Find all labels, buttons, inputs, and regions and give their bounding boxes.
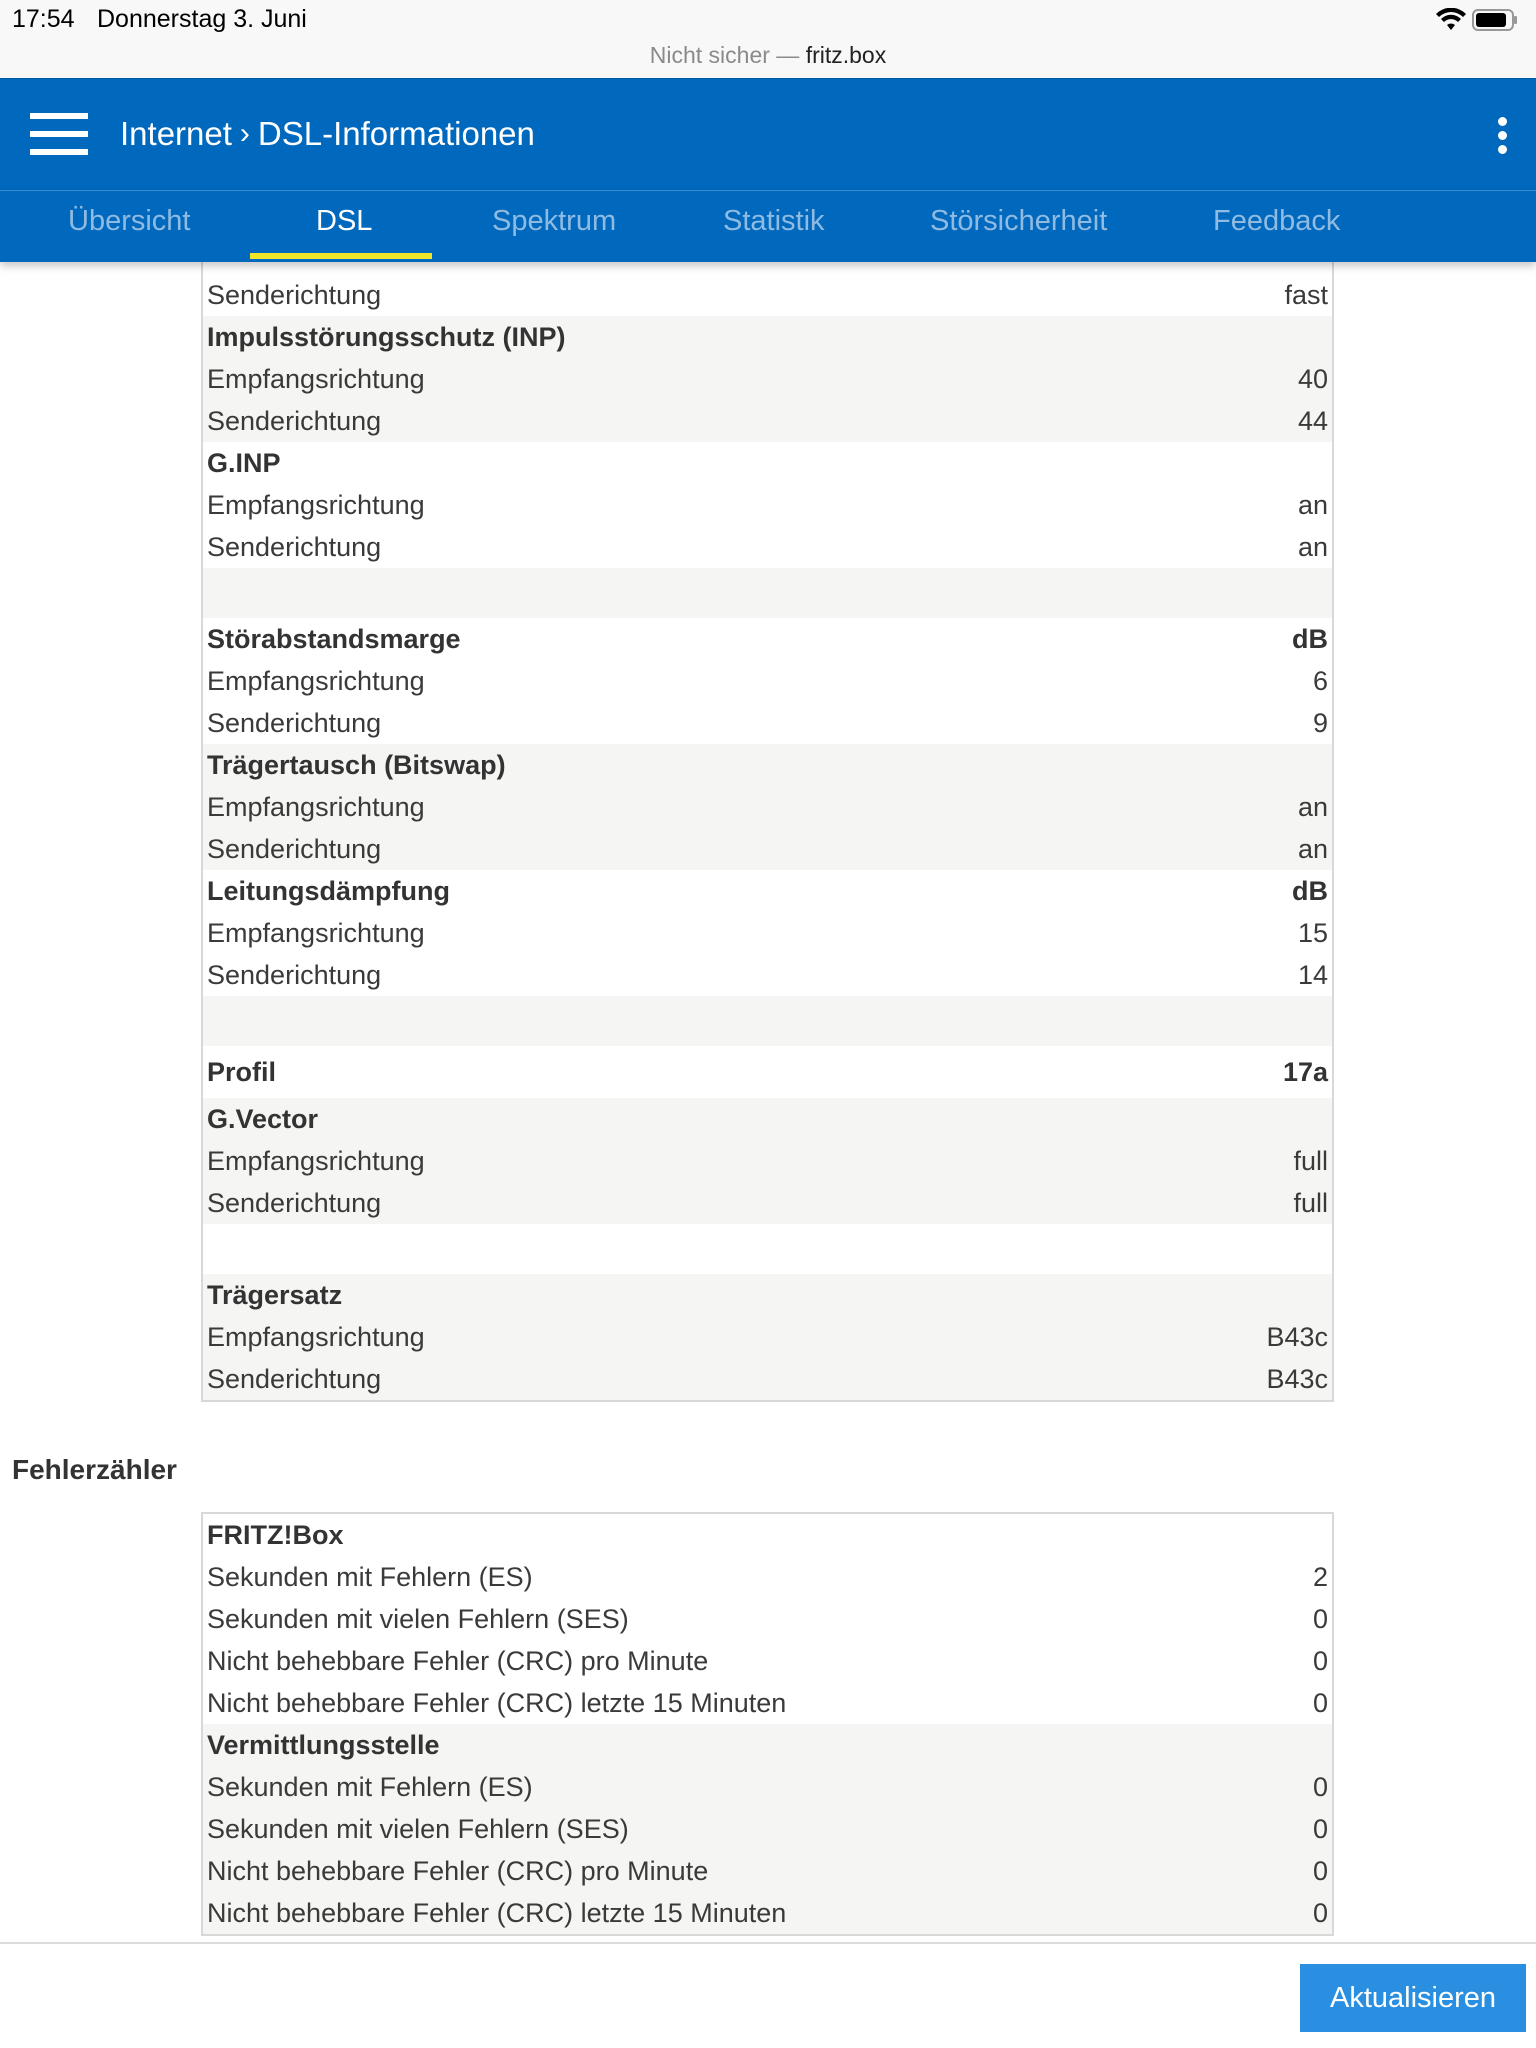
row-value: 0 [1312,1603,1328,1634]
group-title: Profil [207,1056,277,1087]
group-header [207,744,1328,786]
row-label: Nicht behebbare Fehler (CRC) pro Minute [207,1645,709,1676]
tab-stoersicherheit[interactable]: Störsicherheit [930,205,1108,237]
row-label: Sekunden mit vielen Fehlern (SES) [207,1603,629,1634]
group-attenuation [203,870,1332,996]
tab-feedback[interactable]: Feedback [1213,205,1341,237]
breadcrumb-dsl-informationen: DSL-Informationen [257,115,535,152]
row-label: Empfangsrichtung [207,665,425,696]
table-row [207,786,1328,828]
row-label: Senderichtung [207,405,382,436]
dsl-info-table [201,262,1334,1402]
row-value: 0 [1312,1645,1328,1676]
content-area[interactable] [0,262,1536,1942]
chevron-right-icon: › [239,117,250,150]
battery-icon [1472,8,1518,32]
vertical-ellipsis-icon[interactable] [1498,117,1510,155]
refresh-button[interactable]: Aktualisieren [1300,1964,1526,2032]
group-unit: dB [1292,623,1328,654]
row-value: 0 [1312,1813,1328,1844]
group-title: G.Vector [207,1103,319,1134]
tab-statistik[interactable]: Statistik [723,205,825,237]
group-title: G.INP [207,447,281,478]
group-header [207,1046,1328,1098]
row-value: 9 [1312,707,1328,738]
active-tab-indicator [250,253,432,259]
table-row [207,1766,1328,1808]
row-label: Nicht behebbare Fehler (CRC) letzte 15 Minuten [207,1897,787,1928]
group-header [207,442,1328,484]
group-vermittlungsstelle [203,1724,1332,1934]
group-fritzbox [203,1514,1332,1724]
group-title: Störabstandsmarge [207,623,461,654]
tab-spektrum[interactable]: Spektrum [492,205,617,237]
table-row [207,660,1328,702]
breadcrumb [120,115,535,153]
tab-uebersicht[interactable]: Übersicht [68,205,191,237]
group-spacer [203,996,1332,1046]
table-row [207,1640,1328,1682]
row-label: Empfangsrichtung [207,1321,425,1352]
tab-bar [0,190,1536,262]
table-row [207,1598,1328,1640]
row-label: Sekunden mit Fehlern (ES) [207,1561,533,1592]
row-label: Sekunden mit vielen Fehlern (SES) [207,1813,629,1844]
row-value: 44 [1297,405,1328,436]
row-label: Senderichtung [207,531,382,562]
table-row [207,526,1328,568]
row-label: Senderichtung [207,279,382,310]
breadcrumb-internet[interactable]: Internet [120,115,232,152]
group-carrier-set [203,1274,1332,1402]
row-value: an [1297,791,1328,822]
table-row [207,484,1328,526]
row-label: Empfangsrichtung [207,489,425,520]
row-label: Empfangsrichtung [207,791,425,822]
table-row [207,1808,1328,1850]
row-value: 40 [1297,363,1328,394]
row-label: Nicht behebbare Fehler (CRC) letzte 15 Minuten [207,1687,787,1718]
app-header [0,78,1536,190]
table-row [207,1316,1328,1358]
table-row [207,702,1328,744]
row-value: B43c [1266,1363,1328,1394]
group-header [207,1514,1328,1556]
table-row [207,262,1328,274]
table-row [207,1556,1328,1598]
group-gvector [203,1098,1332,1224]
row-label: Empfangsrichtung [207,1145,425,1176]
status-bar [0,0,1536,40]
group-title: Impulsstörungsschutz (INP) [207,321,566,352]
wifi-icon [1436,8,1466,32]
row-label: Senderichtung [207,1363,382,1394]
row-value: fast [1284,279,1328,310]
profile-value: 17a [1282,1056,1328,1087]
group-header [207,1098,1328,1140]
group-title: Trägertausch (Bitswap) [207,749,506,780]
row-value: 0 [1312,1687,1328,1718]
table-row [207,1850,1328,1892]
url-security-label: Nicht sicher [649,42,770,68]
row-value: full [1293,1187,1328,1218]
row-value: 15 [1297,917,1328,948]
table-row [207,274,1328,316]
table-row [207,828,1328,870]
group-title: Leitungsdämpfung [207,875,450,906]
row-value: 0 [1312,1897,1328,1928]
section-title-fehlerzaehler: Fehlerzähler [12,1454,177,1485]
table-row [207,912,1328,954]
hamburger-menu-icon[interactable] [30,113,88,155]
group-header [207,870,1328,912]
group-header [207,316,1328,358]
table-row [207,400,1328,442]
row-value: 6 [1312,665,1328,696]
row-label: Senderichtung [207,959,382,990]
row-label: Nicht behebbare Fehler (CRC) pro Minute [207,1855,709,1886]
row-label: Empfangsrichtung [207,917,425,948]
group-header [207,1274,1328,1316]
url-bar[interactable] [0,40,1536,78]
group-bitswap [203,744,1332,870]
group-spacer [203,568,1332,618]
table-row [207,954,1328,996]
group-snr-margin [203,618,1332,744]
group-title: Trägersatz [207,1279,343,1310]
url-host: fritz.box [805,42,887,68]
row-value: B43c [1266,1321,1328,1352]
tab-dsl[interactable]: DSL [316,205,373,237]
row-label: Senderichtung [207,833,382,864]
row-label: Sekunden mit Fehlern (ES) [207,1771,533,1802]
table-row [207,1182,1328,1224]
table-row [207,1892,1328,1934]
row-label: Empfangsrichtung [207,363,425,394]
row-value: 0 [1312,1855,1328,1886]
row-label: Senderichtung [207,1187,382,1218]
row-value: full [1293,1145,1328,1176]
group-header [207,618,1328,660]
group-title: FRITZ!Box [207,1519,344,1550]
group-title: Vermittlungsstelle [207,1729,440,1760]
group-unit: dB [1292,875,1328,906]
table-row [207,1358,1328,1400]
group-partial [203,262,1332,316]
group-inp [203,316,1332,442]
group-profile [203,1046,1332,1098]
row-value: an [1297,833,1328,864]
table-row [207,1682,1328,1724]
group-ginp [203,442,1332,568]
status-date: Donnerstag 3. Juni [97,5,307,33]
table-row [207,358,1328,400]
url-separator: — [769,42,806,68]
row-label: Senderichtung [207,707,382,738]
row-value: 2 [1312,1561,1328,1592]
row-value: an [1297,489,1328,520]
table-row [207,1140,1328,1182]
row-value: 0 [1312,1771,1328,1802]
row-value: an [1297,531,1328,562]
group-spacer [203,1224,1332,1274]
status-time: 17:54 [12,5,75,33]
group-header [207,1724,1328,1766]
error-counter-table [201,1512,1334,1936]
row-value: 14 [1297,959,1328,990]
footer-bar [0,1942,1536,2048]
